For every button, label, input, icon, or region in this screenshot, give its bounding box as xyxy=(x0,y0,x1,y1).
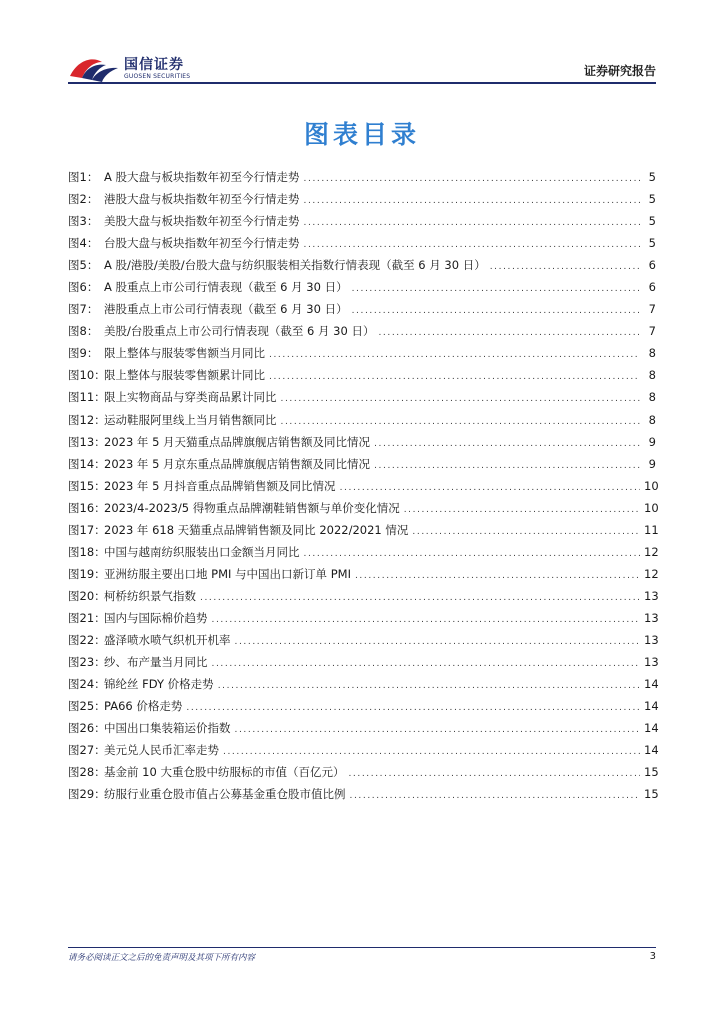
toc-dot-leader xyxy=(186,697,640,719)
toc-entry[interactable] xyxy=(68,651,659,673)
footer-divider xyxy=(68,947,656,948)
toc-entry[interactable] xyxy=(68,342,656,364)
toc-entry-title: 2023 年 5 月抖音重点品牌销售额及同比情况 xyxy=(104,478,336,493)
toc-entry[interactable] xyxy=(68,695,659,717)
toc-entry[interactable] xyxy=(68,563,659,585)
toc-dot-leader xyxy=(404,499,640,521)
toc-entry-title: 限上整体与服装零售额累计同比 xyxy=(104,368,265,383)
toc-entry-title: 基金前 10 大重仓股中纺服标的市值（百亿元） xyxy=(104,765,345,780)
toc-entry-page: 5 xyxy=(648,170,656,184)
toc-dot-leader xyxy=(269,366,640,388)
toc-entry-title: 美股/台股重点上市公司行情表现（截至 6 月 30 日） xyxy=(104,324,375,339)
toc-entry-number: 图5： xyxy=(68,258,99,273)
toc-entry[interactable] xyxy=(68,188,656,210)
toc-entry[interactable] xyxy=(68,739,659,761)
toc-entry-title: 锦纶丝 FDY 价格走势 xyxy=(104,677,214,692)
logo-name-en: GUOSEN SECURITIES xyxy=(124,73,191,80)
toc-dot-leader xyxy=(374,433,640,455)
toc-entry-number: 图27： xyxy=(68,743,106,758)
toc-dot-leader xyxy=(304,190,641,212)
toc-entry-page: 5 xyxy=(648,236,656,251)
guosen-logo-mark-icon xyxy=(68,54,120,84)
toc-entry[interactable] xyxy=(68,541,659,563)
page-number: 3 xyxy=(649,951,656,962)
toc-entry-title: 美元兑人民币汇率走势 xyxy=(104,743,219,758)
toc-entry-number: 图22： xyxy=(68,632,106,647)
toc-dot-leader xyxy=(281,388,641,410)
toc-entry-title: A 股大盘与板块指数年初至今行情走势 xyxy=(104,170,300,184)
toc-entry-title: 港股大盘与板块指数年初至今行情走势 xyxy=(104,192,300,207)
header-divider xyxy=(68,82,656,84)
toc-entry-number: 图2： xyxy=(68,192,99,207)
toc-entry-title: 限上整体与服装零售额当月同比 xyxy=(104,346,265,361)
toc-entry-number: 图23： xyxy=(68,655,106,670)
toc-entry-title: 柯桥纺织景气指数 xyxy=(104,588,196,603)
toc-entry-page: 13 xyxy=(644,588,659,603)
toc-entry-title: 亚洲纺服主要出口地 PMI 与中国出口新订单 PMI xyxy=(104,566,351,581)
toc-entry-title: 运动鞋服阿里线上当月销售额同比 xyxy=(104,412,277,427)
toc-entry-page: 9 xyxy=(648,434,656,449)
toc-entry[interactable] xyxy=(68,497,659,519)
toc-entry-page: 14 xyxy=(644,721,659,736)
toc-dot-leader xyxy=(355,565,640,587)
toc-entry-number: 图1： xyxy=(68,170,99,184)
toc-dot-leader xyxy=(352,278,640,300)
toc-entry[interactable] xyxy=(68,629,659,651)
toc-entry[interactable] xyxy=(68,232,656,254)
toc-entry-title: 纺服行业重仓股市值占公募基金重仓股市值比例 xyxy=(104,787,346,802)
toc-entry-number: 图6： xyxy=(68,280,99,295)
toc-dot-leader xyxy=(223,741,640,763)
toc-entry-title: 国内与国际棉价趋势 xyxy=(104,610,208,625)
toc-entry-number: 图15： xyxy=(68,478,106,493)
toc-entry-title: 2023 年 5 月京东重点品牌旗舰店销售额及同比情况 xyxy=(104,456,371,471)
toc-entry[interactable] xyxy=(68,431,656,453)
toc-entry[interactable] xyxy=(68,585,659,607)
toc-entry-title: 2023 年 618 天猫重点品牌销售额及同比 2022/2021 情况 xyxy=(104,522,409,537)
toc-dot-leader xyxy=(348,763,640,785)
toc-entry-number: 图25： xyxy=(68,699,106,714)
toc-entry[interactable] xyxy=(68,673,659,695)
toc-entry-number: 图17： xyxy=(68,522,106,537)
toc-entry-page: 10 xyxy=(644,500,659,515)
toc-dot-leader xyxy=(212,653,641,675)
disclaimer-note: 请务必阅读正文之后的免责声明及其项下所有内容 xyxy=(68,953,256,963)
toc-entry-number: 图3： xyxy=(68,214,99,229)
toc-dot-leader xyxy=(235,631,641,653)
toc-entry-page: 14 xyxy=(644,699,659,714)
toc-entry-title: A 股/港股/美股/台股大盘与纺织服装相关指数行情表现（截至 6 月 30 日） xyxy=(104,258,486,273)
toc-entry-title: 限上实物商品与穿类商品累计同比 xyxy=(104,390,277,405)
toc-entry-title: 台股大盘与板块指数年初至今行情走势 xyxy=(104,236,300,251)
toc-entry-title: A 股重点上市公司行情表现（截至 6 月 30 日） xyxy=(104,280,348,295)
toc-dot-leader xyxy=(212,609,641,631)
figure-table-of-contents xyxy=(68,166,659,805)
toc-entry-title: 盛泽喷水喷气织机开机率 xyxy=(104,632,231,647)
toc-entry[interactable] xyxy=(68,783,659,805)
toc-entry-number: 图9： xyxy=(68,346,99,361)
toc-entry-title: PA66 价格走势 xyxy=(104,699,183,714)
toc-entry-number: 图11： xyxy=(68,390,106,405)
toc-entry-title: 2023/4-2023/5 得物重点品牌潮鞋销售额与单价变化情况 xyxy=(104,500,400,515)
toc-dot-leader xyxy=(374,455,640,477)
toc-dot-leader xyxy=(304,212,641,234)
logo-text xyxy=(124,57,190,81)
toc-entry-number: 图18： xyxy=(68,544,106,559)
toc-entry[interactable] xyxy=(68,475,659,497)
toc-entry-number: 图29： xyxy=(68,787,106,802)
toc-entry-title: 中国出口集装箱运价指数 xyxy=(104,721,231,736)
toc-entry[interactable] xyxy=(68,254,656,276)
toc-entry-page: 14 xyxy=(644,677,659,692)
guosen-logo xyxy=(68,52,218,86)
toc-dot-leader xyxy=(378,322,640,344)
toc-dot-leader xyxy=(352,300,640,322)
toc-entry-page: 12 xyxy=(644,566,659,581)
toc-entry[interactable] xyxy=(68,453,656,475)
toc-entry[interactable] xyxy=(68,298,656,320)
toc-entry[interactable] xyxy=(68,717,659,739)
toc-entry-number: 图26： xyxy=(68,721,106,736)
toc-entry-number: 图12： xyxy=(68,412,106,427)
toc-entry-page: 15 xyxy=(644,787,659,802)
toc-entry-number: 图20： xyxy=(68,588,106,603)
toc-entry-number: 图24： xyxy=(68,677,106,692)
toc-entry-number: 图16： xyxy=(68,500,106,515)
toc-entry-title: 纱、布产量当月同比 xyxy=(104,655,208,670)
toc-entry-page: 9 xyxy=(648,456,656,471)
toc-entry-title: 中国与越南纺织服装出口金额当月同比 xyxy=(104,544,300,559)
toc-entry-number: 图4： xyxy=(68,236,99,251)
toc-entry-page: 13 xyxy=(644,610,659,625)
toc-dot-leader xyxy=(340,477,640,499)
toc-entry-page: 5 xyxy=(648,192,656,207)
toc-entry[interactable] xyxy=(68,166,656,188)
toc-entry-number: 图19： xyxy=(68,566,106,581)
toc-entry-number: 图13： xyxy=(68,434,106,449)
report-type-label: 证券研究报告 xyxy=(583,64,656,78)
toc-entry[interactable] xyxy=(68,761,659,783)
toc-entry-page: 8 xyxy=(648,390,656,405)
toc-entry[interactable] xyxy=(68,364,656,386)
toc-dot-leader xyxy=(304,543,641,565)
toc-entry-number: 图14： xyxy=(68,456,106,471)
toc-entry-page: 13 xyxy=(644,632,659,647)
toc-entry-page: 12 xyxy=(644,544,659,559)
logo-name-cn: 国信证券 xyxy=(124,57,184,73)
toc-entry[interactable] xyxy=(68,320,656,342)
toc-dot-leader xyxy=(412,521,640,543)
toc-entry-page: 6 xyxy=(648,258,656,273)
toc-entry-page: 5 xyxy=(648,214,656,229)
toc-dot-leader xyxy=(218,675,640,697)
toc-entry-title: 美股大盘与板块指数年初至今行情走势 xyxy=(104,214,300,229)
toc-entry-page: 14 xyxy=(644,743,659,758)
toc-dot-leader xyxy=(304,234,641,256)
toc-entry[interactable] xyxy=(68,519,659,541)
toc-entry[interactable] xyxy=(68,409,656,431)
toc-entry[interactable] xyxy=(68,607,659,629)
toc-entry-page: 13 xyxy=(644,655,659,670)
page-header xyxy=(0,0,724,90)
toc-entry-page: 15 xyxy=(644,765,659,780)
toc-entry-page: 10 xyxy=(644,478,659,493)
toc-dot-leader xyxy=(304,168,640,190)
toc-dot-leader xyxy=(200,587,640,609)
toc-entry-page: 7 xyxy=(648,302,656,317)
toc-entry-number: 图28： xyxy=(68,765,106,780)
toc-entry-number: 图21： xyxy=(68,610,106,625)
toc-entry[interactable] xyxy=(68,386,656,408)
toc-dot-leader xyxy=(281,411,641,433)
toc-dot-leader xyxy=(269,344,640,366)
toc-entry-page: 8 xyxy=(648,412,656,427)
toc-entry-number: 图10： xyxy=(68,368,106,383)
toc-entry-page: 11 xyxy=(644,522,659,537)
toc-entry-page: 7 xyxy=(648,324,656,339)
toc-entry-page: 8 xyxy=(648,368,656,383)
toc-entry-title: 2023 年 5 月天猫重点品牌旗舰店销售额及同比情况 xyxy=(104,434,371,449)
toc-entry[interactable] xyxy=(68,210,656,232)
toc-entry[interactable] xyxy=(68,276,656,298)
toc-entry-number: 图7： xyxy=(68,302,99,317)
toc-dot-leader xyxy=(350,785,641,807)
toc-entry-title: 港股重点上市公司行情表现（截至 6 月 30 日） xyxy=(104,302,348,317)
toc-dot-leader xyxy=(490,256,640,278)
toc-entry-number: 图8： xyxy=(68,324,99,339)
toc-entry-page: 8 xyxy=(648,346,656,361)
page-title: 图表目录 xyxy=(303,120,420,149)
toc-entry-page: 6 xyxy=(648,280,656,295)
toc-dot-leader xyxy=(235,719,641,741)
